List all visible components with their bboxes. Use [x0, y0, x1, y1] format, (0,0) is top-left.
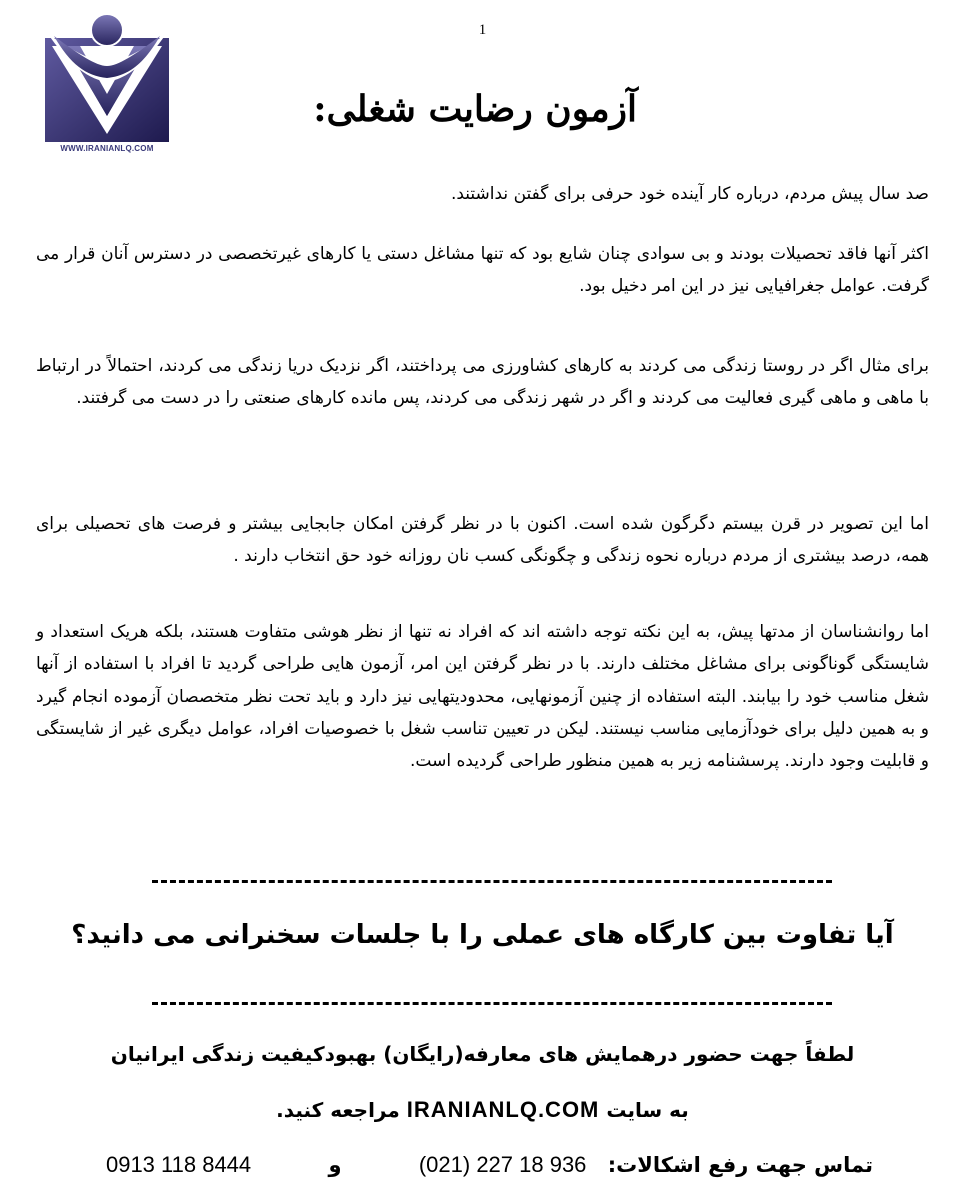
invite-line: لطفاً جهت حضور درهمایش های معارفه(رایگان) بهبودکیفیت زندگی ایرانیان	[110, 1042, 855, 1066]
paragraph-1	[36, 178, 929, 210]
contact-label: تماس جهت رفع اشکالات:	[607, 1153, 873, 1177]
paragraph-text: برای مثال اگر در روستا زندگی می کردند به کارهای کشاورزی می پرداختند، اگر نزدیک دریا زندگی می کردند، احتمالاً در ارتباط با ماهی و ماهی گیری فعالیت می کردند و اگر در شهر زندگی می کردند، پس مانده کارهای صنعتی را در دست می گرفتند.	[36, 356, 929, 409]
logo-emblem-icon	[44, 8, 170, 144]
paragraph-5	[36, 616, 929, 777]
website-line	[0, 1097, 965, 1123]
dashed-divider-top	[152, 880, 832, 883]
dashed-divider-bottom	[152, 1002, 832, 1005]
paragraph-3	[36, 350, 929, 415]
logo-url-text: WWW.IRANIANLQ.COM	[60, 144, 154, 153]
contact-line	[106, 1152, 873, 1178]
paragraph-4	[36, 508, 929, 573]
workshop-question: آیا تفاوت بین کارگاه های عملی را با جلسات سخنرانی می دانید؟	[71, 920, 894, 950]
iranianlq-logo	[44, 8, 170, 154]
paragraph-text: اکثر آنها فاقد تحصیلات بودند و بی سوادی چنان شایع بود که تنها مشاغل دستی یا کارهای غیرتخصصی در دسترس آنان قرار می گرفت. عوامل جغرافیایی نیز در این امر دخیل بود.	[36, 244, 929, 297]
paragraph-text: اما این تصویر در قرن بیستم دگرگون شده است. اکنون با در نظر گرفتن امکان جابجایی بیشتر و فرصت های تحصیلی برای همه، درصد بیشتری از مردم درباره نحوه زندگی و چگونگی کسب نان روزانه خود حق انتخاب دارند .	[36, 514, 929, 567]
paragraph-text: اما روانشناسان از مدتها پیش، به این نکته توجه داشته اند که افراد نه تنها از نظر هوشی متفاوت هستند، بلکه هریک استعداد و شایستگی گوناگونی برای مشاغل مختلف دارند. با در نظر گرفتن این امر، آزمون هایی طراحی گردید تا افراد با استفاده از آنها شغل مناسب خود را بیابند. البته استفاده از چنین آزمونهایی، محدودیتهایی نیز دارد و باید تحت نظر متخصصان آزموده انجام گیرد و به همین دلیل برای خودآزمایی مناسب نیستند. لیکن در تعیین تناسب شغل با خصوصیات افراد، عوامل دیگری غیر از شایستگی و قابلیت وجود دارند. پرسشنامه زیر به همین منظور طراحی گردیده است.	[36, 622, 929, 772]
website-suffix: مراجعه کنید.	[276, 1098, 400, 1122]
contact-conjunction: و	[328, 1153, 342, 1177]
phone-number-tehran: (021) 227 18 936	[418, 1152, 587, 1177]
phone-number-mobile: 0913 118 8444	[105, 1152, 252, 1177]
website-prefix: به سایت	[606, 1098, 689, 1122]
page-title: آزمون رضایت شغلی:	[313, 88, 637, 130]
page-number: 1	[478, 22, 487, 38]
paragraph-text: صد سال پیش مردم، درباره کار آینده خود حرفی برای گفتن نداشتند.	[450, 184, 929, 204]
paragraph-2	[36, 238, 929, 303]
website-link[interactable]: IRANIANLQ.COM	[406, 1097, 600, 1122]
